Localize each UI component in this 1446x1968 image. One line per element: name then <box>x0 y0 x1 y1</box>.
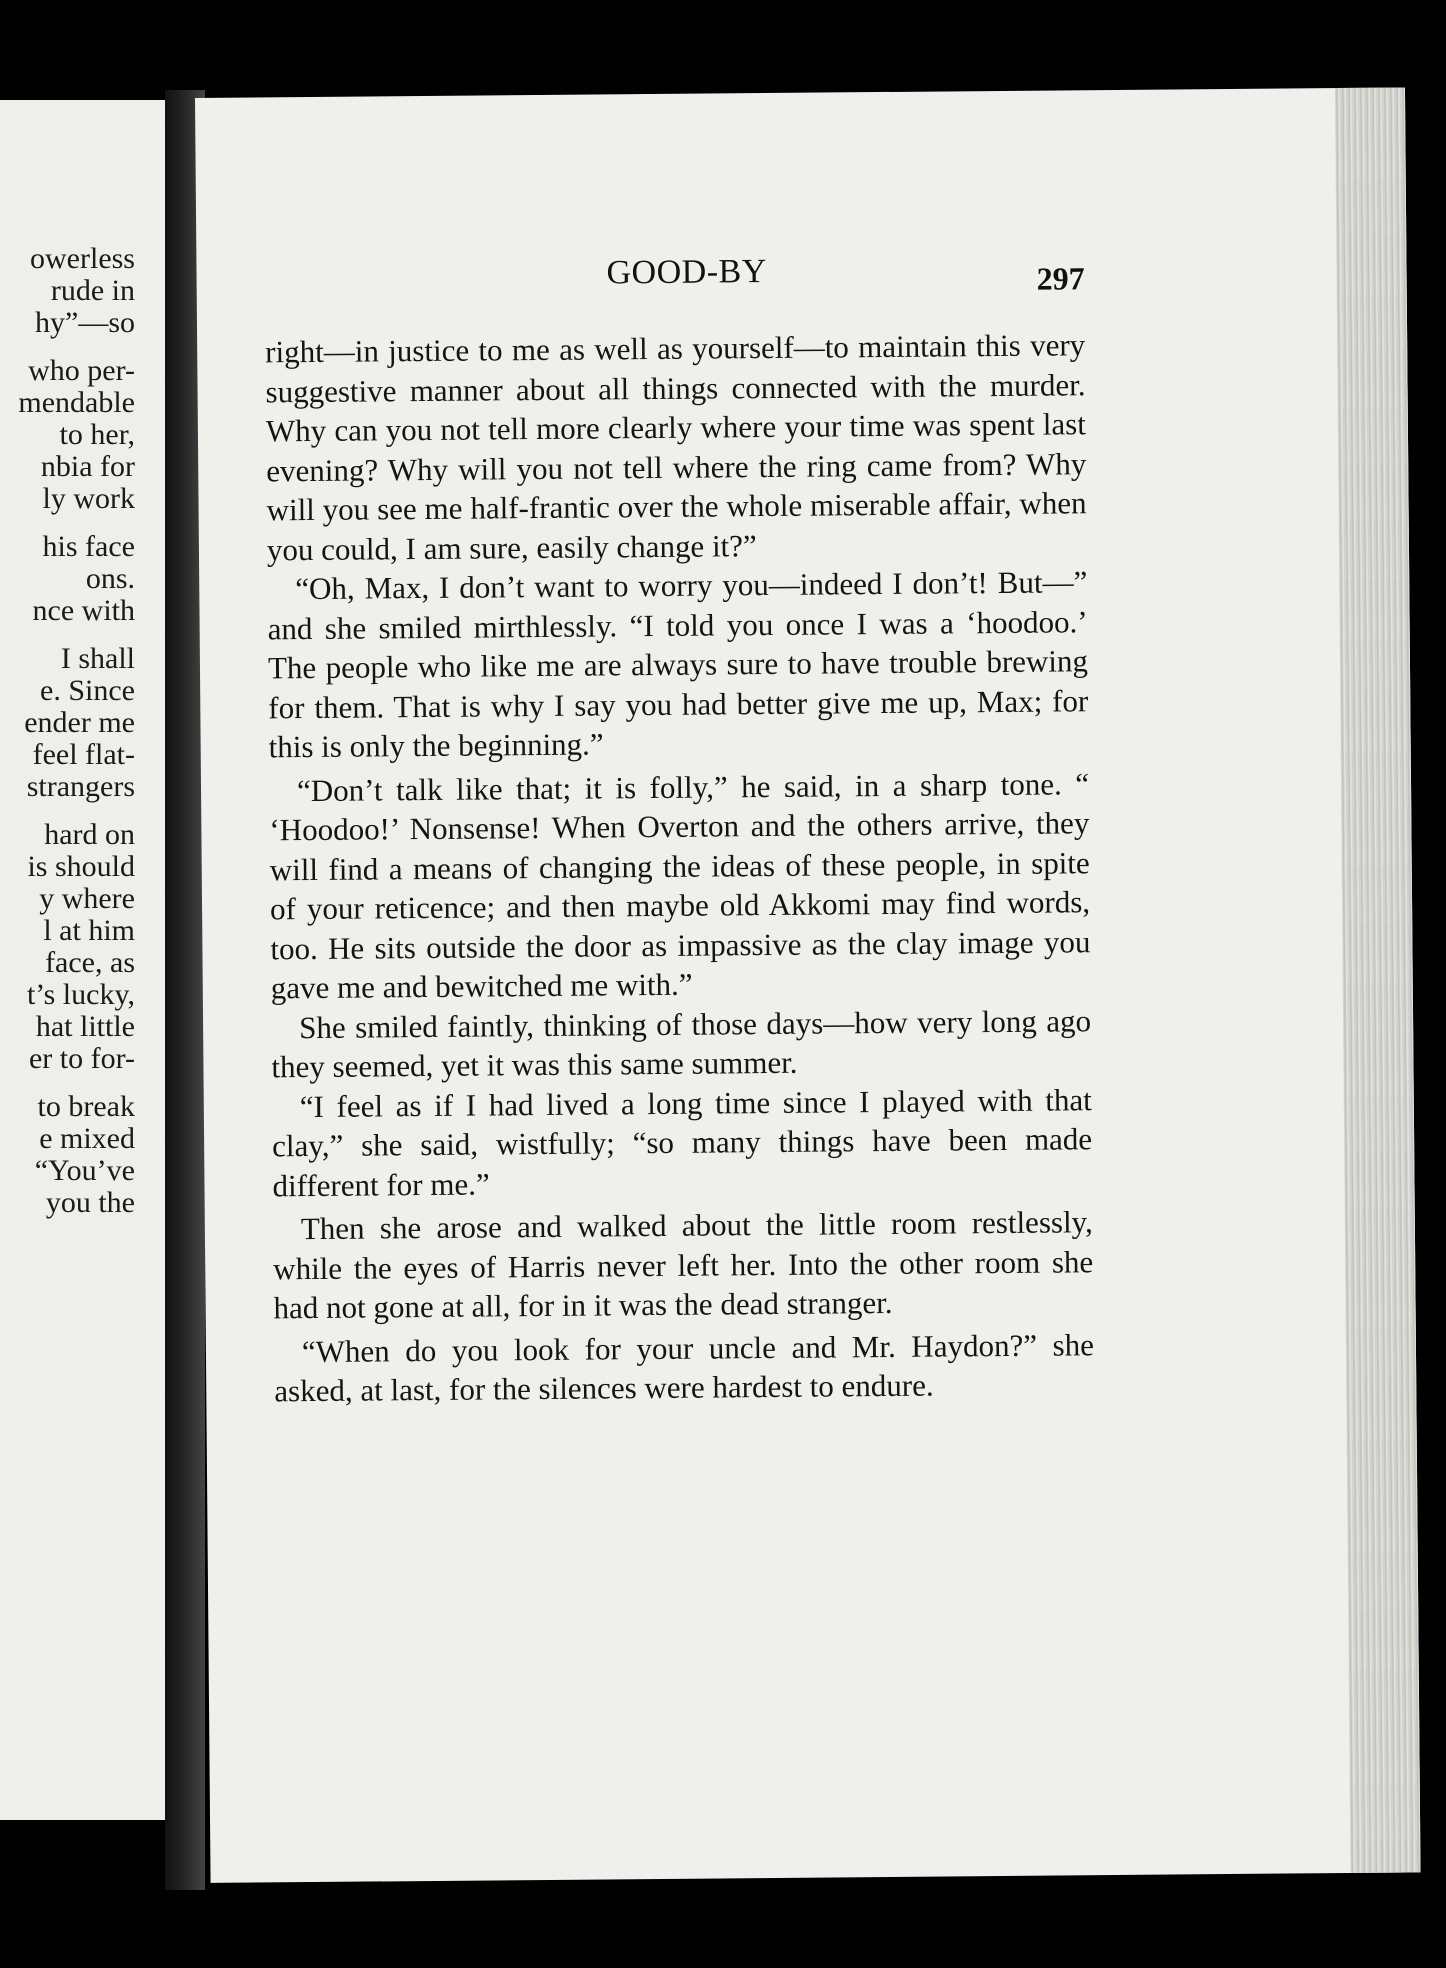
left-page-line: who per- <box>28 354 135 387</box>
left-page-line: mendable <box>18 386 135 419</box>
left-page-line: to her, <box>59 418 135 451</box>
left-page-line: nbia for <box>40 450 135 483</box>
left-page-line: you the <box>45 1186 135 1219</box>
left-page-line: hy”—so <box>35 306 135 339</box>
left-page-line: l at him <box>43 914 135 947</box>
left-page-line: face, as <box>45 946 135 979</box>
paragraph: “When do you look for your uncle and Mr. Haydon?” she asked, at last, for the silences were hardest to endure. <box>274 1326 1095 1409</box>
page-edge <box>1335 87 1421 1873</box>
left-page-line: ender me <box>24 706 135 739</box>
paragraph: Then she arose and walked about the little room restlessly, while the eyes of Harris never left her. Into the other room she had not gone at all, for in it was the dead stranger. <box>273 1204 1094 1326</box>
left-page-line: his face <box>42 530 135 563</box>
left-page-line: hard on <box>44 818 135 851</box>
left-facing-page <box>0 100 165 1820</box>
left-page-line: e mixed <box>39 1122 135 1155</box>
left-page-line: “You’ve <box>34 1154 135 1187</box>
running-head: GOOD-BY <box>606 253 767 292</box>
left-page-line: er to for- <box>28 1042 135 1075</box>
paragraph: “Don’t talk like that; it is folly,” he said, in a sharp tone. “ ‘Hoodoo!’ Nonsense! When Overton and the others arrive, they will find a means of changing the ideas of these people, in spite of your reticence; and then maybe old Akkomi may find words, too. He sits outside the door as impassive as the clay image you gave me and bewitched me with.” <box>269 765 1091 1006</box>
page-number: 297 <box>1036 260 1085 297</box>
left-page-line: t’s lucky, <box>26 978 135 1011</box>
paragraph: “I feel as if I had lived a long time since I played with that clay,” she said, wistfully; “so many things have been made different for me.” <box>271 1081 1093 1203</box>
paragraph: She smiled faintly, thinking of those days—how very long ago they seemed, yet it was this same summer. <box>271 1002 1092 1085</box>
left-page-line: to break <box>37 1090 135 1123</box>
left-page-line: strangers <box>26 770 135 803</box>
body-text <box>265 325 1094 1411</box>
left-page-line: is should <box>27 850 135 883</box>
left-page-line: hat little <box>35 1010 135 1043</box>
right-page <box>195 87 1421 1882</box>
left-page-line: y where <box>39 882 135 915</box>
left-page-line: rude in <box>50 274 135 307</box>
left-page-line: nce with <box>32 594 135 627</box>
left-page-line: feel flat- <box>32 738 135 771</box>
left-page-line: e. Since <box>40 674 135 707</box>
paragraph: right—in justice to me as well as yourself—to maintain this very suggestive manner about all things connected with the murder. Why can you not tell more clearly where your time was spent last evening? Why will you not tell where the ring came from? Why will you see me half-frantic over the whole miserable affair, when you could, I am sure, easily change it?” <box>265 327 1087 567</box>
left-page-line: ly work <box>42 482 135 515</box>
left-page-line: owerless <box>30 242 135 275</box>
paragraph: “Oh, Max, I don’t want to worry you—indeed I don’t! But—” and she smiled mirthlessly. “I told you once I was a ‘hoodoo.’ The people who like me are always sure to have trouble brewing for them. That is why I say you had better give me up, Max; for this is only the beginning.” <box>267 564 1089 765</box>
left-page-line: ons. <box>85 562 135 595</box>
left-page-line: I shall <box>60 642 135 675</box>
